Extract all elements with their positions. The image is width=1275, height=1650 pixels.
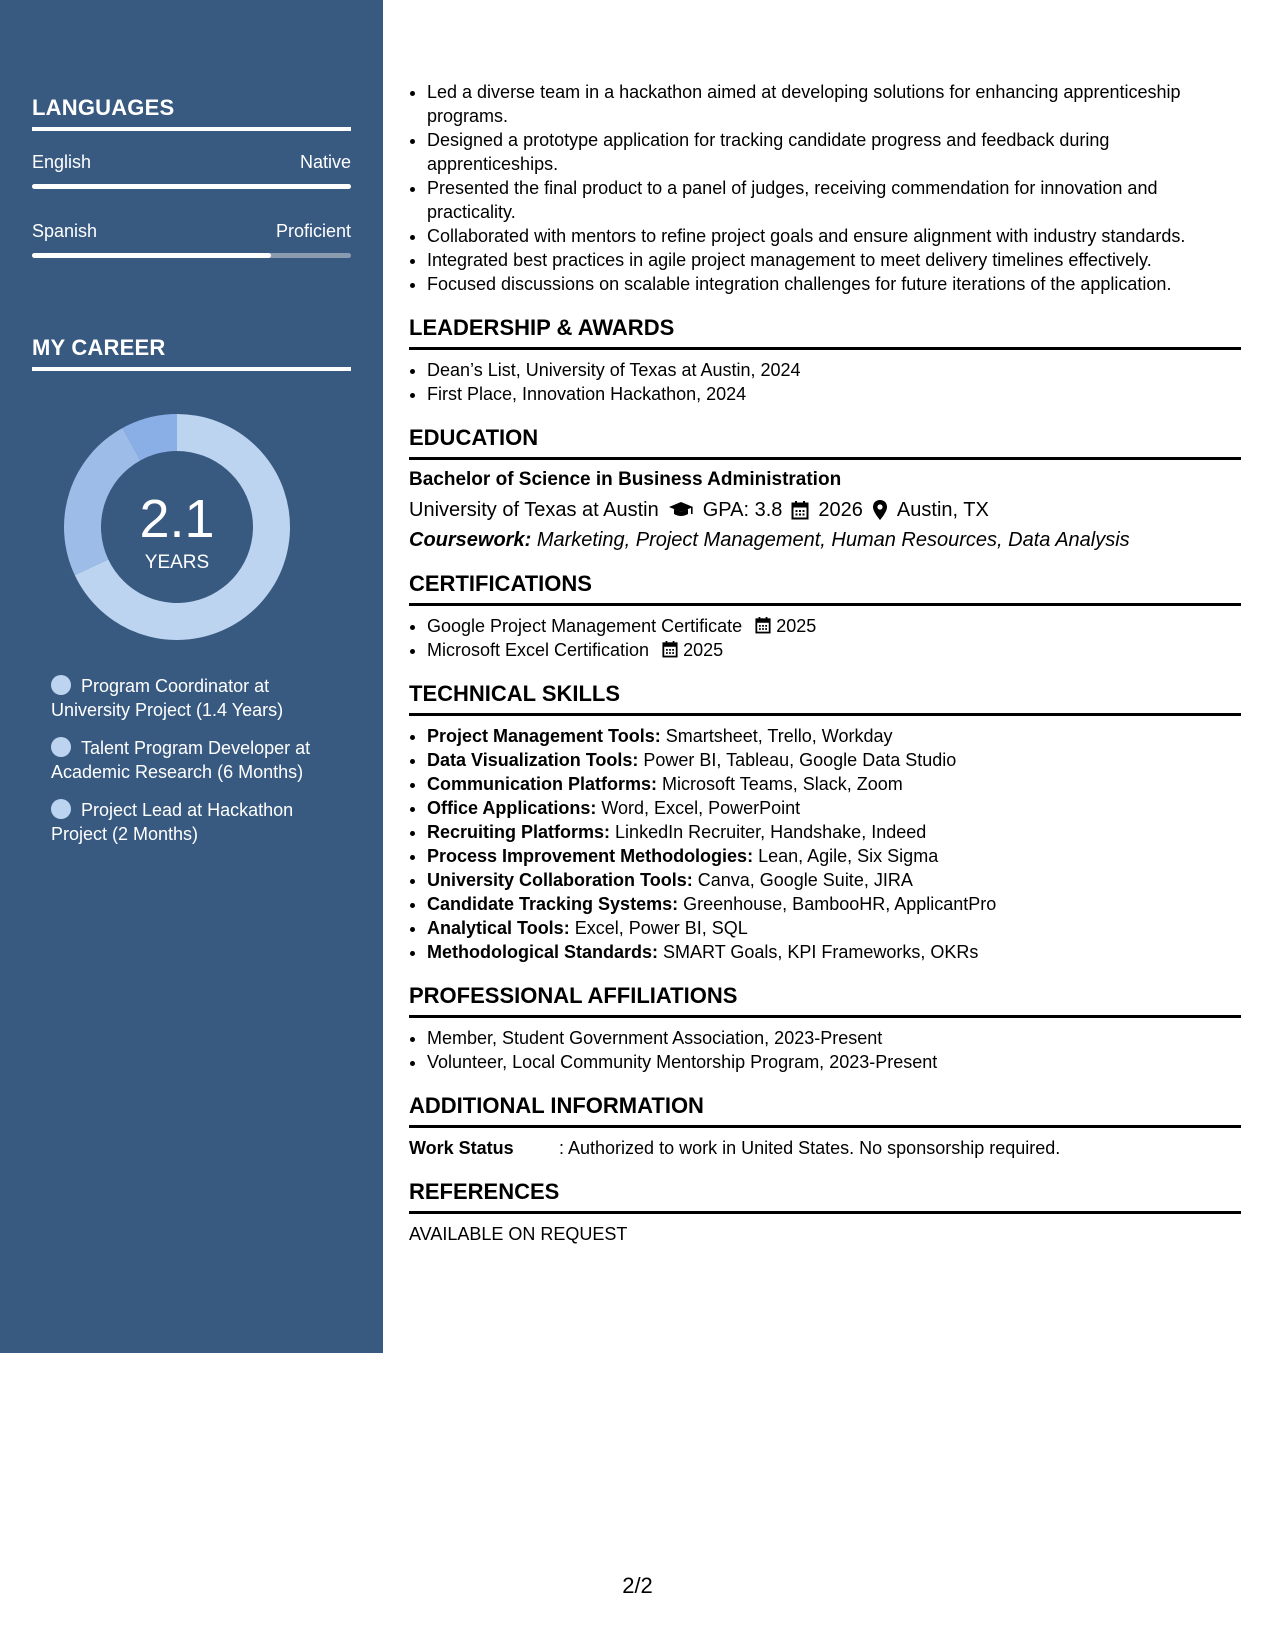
leadership-heading: LEADERSHIP & AWARDS	[409, 314, 1241, 350]
career-item-text: Talent Program Developer at Academic Research (6 Months)	[51, 738, 311, 782]
certification-year: 2025	[683, 640, 724, 660]
education-gpa: GPA: 3.8	[702, 499, 783, 521]
list-item	[427, 916, 1241, 940]
career-item-text: Project Lead at Hackathon Project (2 Months)	[51, 800, 294, 844]
skill-value: Greenhouse, BambooHR, ApplicantPro	[683, 894, 997, 914]
language-proficiency-bar	[32, 184, 351, 189]
skill-label: Project Management Tools:	[427, 726, 661, 746]
list-item: • Presented the final product to a panel of judges, receiving commendation for innovation and practicality.	[427, 176, 1241, 224]
certifications-list	[409, 614, 1241, 662]
education-school: University of Texas at Austin	[409, 499, 659, 521]
skill-label: Methodological Standards:	[427, 942, 659, 962]
languages-heading: LANGUAGES	[32, 95, 351, 131]
language-name: English	[32, 152, 92, 172]
list-item	[427, 796, 1241, 820]
affiliations-heading: PROFESSIONAL AFFILIATIONS	[409, 982, 1241, 1018]
language-proficiency-fill	[32, 184, 351, 189]
career-item-text: Program Coordinator at University Project (1.4 Years)	[51, 676, 284, 720]
language-level: Proficient	[275, 221, 351, 241]
graduation-cap-icon	[668, 500, 694, 520]
list-item: • Dean’s List, University of Texas at Austin, 2024	[427, 358, 1241, 382]
list-item: • Led a diverse team in a hackathon aimed at developing solutions for enhancing apprenticeship programs.	[427, 80, 1241, 128]
career-list	[51, 674, 351, 860]
bullet-dot-icon	[51, 799, 71, 819]
skill-label: Candidate Tracking Systems:	[427, 894, 679, 914]
list-item	[427, 820, 1241, 844]
skill-value: Excel, Power BI, SQL	[574, 918, 748, 938]
list-item: • Integrated best practices in agile project management to meet delivery timelines effectively.	[427, 248, 1241, 272]
skill-value: LinkedIn Recruiter, Handshake, Indeed	[615, 822, 927, 842]
references-heading: REFERENCES	[409, 1178, 1241, 1214]
skill-value: Microsoft Teams, Slack, Zoom	[662, 774, 903, 794]
skill-value: Smartsheet, Trello, Workday	[665, 726, 893, 746]
language-proficiency-bar	[32, 253, 351, 258]
language-level: Native	[299, 152, 351, 172]
skill-value: Power BI, Tableau, Google Data Studio	[643, 750, 957, 770]
education-year: 2026	[818, 499, 863, 521]
career-donut-chart	[64, 414, 290, 640]
skill-value: Lean, Agile, Six Sigma	[758, 846, 939, 866]
list-item: • First Place, Innovation Hackathon, 2024	[427, 382, 1241, 406]
list-item	[427, 940, 1241, 964]
skill-label: Data Visualization Tools:	[427, 750, 639, 770]
skill-label: Process Improvement Methodologies:	[427, 846, 754, 866]
list-item	[427, 748, 1241, 772]
location-pin-icon	[872, 499, 888, 521]
skill-value: SMART Goals, KPI Frameworks, OKRs	[663, 942, 979, 962]
leadership-list	[409, 358, 1241, 406]
language-english	[32, 152, 351, 189]
work-status-value: : Authorized to work in United States. No sponsorship required.	[559, 1138, 1061, 1158]
sidebar	[0, 0, 383, 1353]
certifications-heading: CERTIFICATIONS	[409, 570, 1241, 606]
list-item: • Designed a prototype application for tracking candidate progress and feedback during apprenticeships.	[427, 128, 1241, 176]
list-item	[427, 844, 1241, 868]
additional-info-heading: ADDITIONAL INFORMATION	[409, 1092, 1241, 1128]
certification-year: 2025	[776, 616, 817, 636]
career-donut-segment	[64, 428, 140, 575]
skills-heading: TECHNICAL SKILLS	[409, 680, 1241, 716]
education-degree: Bachelor of Science in Business Administration	[409, 469, 842, 490]
language-spanish	[32, 221, 351, 258]
calendar-icon	[755, 616, 771, 634]
bullet-dot-icon	[51, 737, 71, 757]
career-total: 2.1	[139, 489, 215, 549]
list-item: • Volunteer, Local Community Mentorship Program, 2023-Present	[427, 1050, 1241, 1074]
list-item	[427, 614, 1241, 638]
page-number: 2/2	[622, 1573, 653, 1598]
list-item	[427, 868, 1241, 892]
list-item	[427, 638, 1241, 662]
education-details	[409, 498, 1241, 522]
list-item	[427, 892, 1241, 916]
calendar-icon	[791, 500, 809, 520]
list-item	[427, 772, 1241, 796]
work-status-row	[409, 1136, 1241, 1160]
list-item	[427, 724, 1241, 748]
education-heading: EDUCATION	[409, 424, 1241, 460]
career-unit: YEARS	[144, 552, 210, 573]
bullet-dot-icon	[51, 675, 71, 695]
skill-label: Recruiting Platforms:	[427, 822, 611, 842]
coursework-list: Marketing, Project Management, Human Resources, Data Analysis	[536, 529, 1130, 551]
skill-label: Analytical Tools:	[427, 918, 570, 938]
career-item	[51, 674, 351, 722]
certification-name: Google Project Management Certificate	[427, 616, 743, 636]
education-coursework	[409, 528, 1241, 552]
list-item: • Focused discussions on scalable integration challenges for future iterations of the application.	[427, 272, 1241, 296]
calendar-icon	[662, 640, 678, 658]
experience-bullets	[409, 80, 1241, 296]
skill-value: Canva, Google Suite, JIRA	[697, 870, 913, 890]
affiliations-list	[409, 1026, 1241, 1074]
list-item: • Collaborated with mentors to refine project goals and ensure alignment with industry standards.	[427, 224, 1241, 248]
skills-list	[409, 724, 1241, 964]
skill-value: Word, Excel, PowerPoint	[601, 798, 801, 818]
skill-label: Office Applications:	[427, 798, 597, 818]
main-content	[409, 80, 1241, 1246]
career-item	[51, 736, 351, 784]
career-heading: MY CAREER	[32, 335, 351, 371]
coursework-label: Coursework:	[409, 529, 532, 551]
references-text: AVAILABLE ON REQUEST	[409, 1224, 628, 1244]
language-proficiency-fill	[32, 253, 271, 258]
work-status-label: Work Status	[409, 1138, 514, 1158]
language-name: Spanish	[32, 221, 98, 241]
skill-label: Communication Platforms:	[427, 774, 658, 794]
list-item: • Member, Student Government Association, 2023-Present	[427, 1026, 1241, 1050]
certification-name: Microsoft Excel Certification	[427, 640, 650, 660]
education-location: Austin, TX	[896, 499, 989, 521]
skill-label: University Collaboration Tools:	[427, 870, 693, 890]
career-item	[51, 798, 351, 846]
